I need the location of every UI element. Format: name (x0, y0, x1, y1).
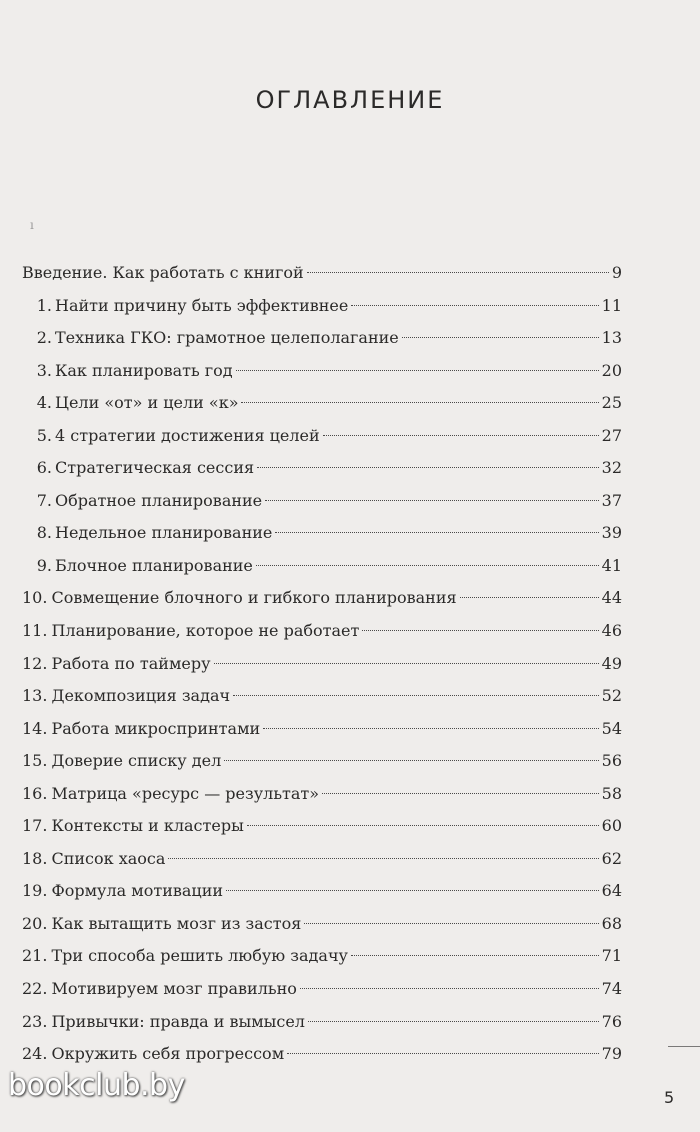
dot-leader (256, 565, 599, 566)
toc-entry (22, 615, 622, 648)
toc-entry-number: 16. (22, 783, 48, 803)
toc-entry (22, 387, 622, 420)
toc-entry-number: 14. (22, 718, 48, 738)
toc-entry-title: Работа микроспринтами (51, 718, 261, 738)
toc-entry-page: 52 (601, 686, 622, 706)
toc-entry-page: 49 (601, 653, 622, 673)
toc-entry (22, 517, 622, 550)
toc-entry-page: 71 (601, 946, 622, 966)
toc-entry-title: Техника ГКО: грамотное целеполагание (55, 328, 399, 348)
toc-entry-number: 21. (22, 946, 48, 966)
toc-entry-number: 17. (22, 816, 48, 836)
toc-entry (22, 680, 622, 713)
dot-leader (257, 467, 599, 468)
toc-entry-title: Стратегическая сессия (55, 458, 255, 478)
toc-entry (22, 745, 622, 778)
toc-entry-page: 13 (601, 328, 622, 348)
dot-leader (168, 858, 598, 859)
dot-leader (308, 1021, 599, 1022)
toc-entry-title: Формула мотивации (51, 881, 224, 901)
dot-leader (362, 630, 598, 631)
toc-entry (22, 648, 622, 681)
toc-entry-number: 22. (22, 979, 48, 999)
page-number: 5 (664, 1088, 675, 1107)
toc-entry-page: 60 (601, 816, 622, 836)
toc-entry-number: 13. (22, 686, 48, 706)
toc-entry-title: Работа по таймеру (51, 653, 211, 673)
toc-entry-number: 4. (36, 393, 52, 413)
dot-leader (287, 1053, 599, 1054)
toc-entry (22, 940, 622, 973)
dot-leader (460, 597, 599, 598)
dot-leader (265, 500, 598, 501)
toc-entry-page: 27 (601, 425, 622, 445)
toc-entry (22, 322, 622, 355)
toc-entry-number: 15. (22, 751, 48, 771)
toc-entry-page: 9 (611, 263, 622, 282)
toc-entry-number: 9. (36, 555, 52, 575)
toc-entry (22, 290, 622, 323)
dot-leader (263, 728, 598, 729)
toc-entry-number: 19. (22, 881, 48, 901)
toc-entry-title: Матрица «ресурс — результат» (51, 783, 320, 803)
toc-entry-number: 1. (36, 295, 52, 315)
toc-entry (22, 778, 622, 811)
toc-entry-title: Как планировать год (55, 360, 233, 380)
toc-entry-page: 37 (601, 490, 622, 510)
toc-entry (22, 1006, 622, 1039)
toc-entry (22, 908, 622, 941)
dot-leader (322, 793, 599, 794)
toc-entry-page: 39 (601, 523, 622, 543)
toc-entry-intro (22, 257, 622, 290)
toc-entry-page: 54 (601, 718, 622, 738)
dot-leader (214, 663, 599, 664)
toc-entry (22, 420, 622, 453)
toc-entry-number: 18. (22, 848, 48, 868)
toc-entry-page: 56 (601, 751, 622, 771)
toc-entry-title: 4 стратегии достижения целей (55, 425, 320, 445)
dot-leader (241, 402, 598, 403)
toc-entry-page: 58 (601, 783, 622, 803)
toc-entry-title: Контексты и кластеры (51, 816, 244, 836)
toc-entry-number: 3. (36, 360, 52, 380)
dot-leader (402, 337, 599, 338)
toc-entry-number: 7. (36, 490, 52, 510)
toc-entry-title: Цели «от» и цели «к» (55, 393, 239, 413)
dot-leader (351, 305, 598, 306)
toc-entry (22, 1038, 622, 1071)
toc-entry-title: Декомпозиция задач (51, 686, 231, 706)
toc-entry-title: Недельное планирование (55, 523, 273, 543)
stray-mark: ı (30, 218, 34, 232)
toc-entry-number: 11. (22, 621, 48, 641)
dot-leader (304, 923, 598, 924)
toc-entry (22, 355, 622, 388)
toc-entry-number: 12. (22, 653, 48, 673)
toc-entry-page: 76 (601, 1011, 622, 1031)
dot-leader (300, 988, 599, 989)
dot-leader (351, 955, 599, 956)
toc-entry-page: 41 (601, 555, 622, 575)
toc-entry-number: 6. (36, 458, 52, 478)
toc-entry-page: 44 (601, 588, 622, 608)
dot-leader (247, 825, 599, 826)
dot-leader (236, 370, 599, 371)
toc-entry-title: Доверие списку дел (51, 751, 222, 771)
toc-entry (22, 713, 622, 746)
toc-entry (22, 973, 622, 1006)
toc-entry (22, 843, 622, 876)
toc-entry-title: Три способа решить любую задачу (51, 946, 348, 966)
toc-entry-number: 2. (36, 328, 52, 348)
toc-entry (22, 452, 622, 485)
page-title: ОГЛАВЛЕНИЕ (255, 86, 445, 114)
toc-entry-number: 23. (22, 1011, 48, 1031)
toc-entry (22, 875, 622, 908)
dot-leader (307, 272, 609, 273)
toc-entry-title: Обратное планирование (55, 490, 263, 510)
toc-entry (22, 810, 622, 843)
toc-entry-title: Планирование, которое не работает (51, 621, 360, 641)
toc-entry-page: 62 (601, 848, 622, 868)
toc-entry-page: 46 (601, 621, 622, 641)
dot-leader (226, 890, 599, 891)
toc-entry-page: 68 (601, 913, 622, 933)
toc-entry-page: 74 (601, 979, 622, 999)
toc-entry-title: Привычки: правда и вымысел (51, 1011, 305, 1031)
toc-entry-page: 32 (601, 458, 622, 478)
dot-leader (233, 695, 599, 696)
toc-entry-title: Как вытащить мозг из застоя (51, 913, 302, 933)
toc-entry-number: 10. (22, 588, 48, 608)
toc-entry-number: 24. (22, 1044, 48, 1064)
toc-entry-page: 25 (601, 393, 622, 413)
toc-entry-title: Мотивируем мозг правильно (51, 979, 297, 999)
toc-entry-title: Список хаоса (51, 848, 166, 868)
toc-entry-title: Введение. Как работать с книгой (22, 263, 304, 282)
toc-entry-title: Окружить себя прогрессом (51, 1044, 285, 1064)
margin-rule (668, 1046, 700, 1047)
dot-leader (275, 532, 598, 533)
toc-entry-number: 20. (22, 913, 48, 933)
toc-entry (22, 550, 622, 583)
toc-entry-title: Найти причину быть эффективнее (55, 295, 349, 315)
dot-leader (224, 760, 598, 761)
toc-entry-title: Совмещение блочного и гибкого планирования (51, 588, 457, 608)
toc-entry-number: 8. (36, 523, 52, 543)
dot-leader (323, 435, 599, 436)
toc-entry-page: 20 (601, 360, 622, 380)
toc-entry (22, 485, 622, 518)
toc-entry-number: 5. (36, 425, 52, 445)
toc-entry-page: 11 (601, 295, 622, 315)
toc-entry-title: Блочное планирование (55, 555, 253, 575)
watermark: bookclub.by (8, 1068, 185, 1103)
toc-entry-page: 64 (601, 881, 622, 901)
toc-entry (22, 582, 622, 615)
table-of-contents (22, 257, 622, 1071)
toc-entry-page: 79 (601, 1044, 622, 1064)
